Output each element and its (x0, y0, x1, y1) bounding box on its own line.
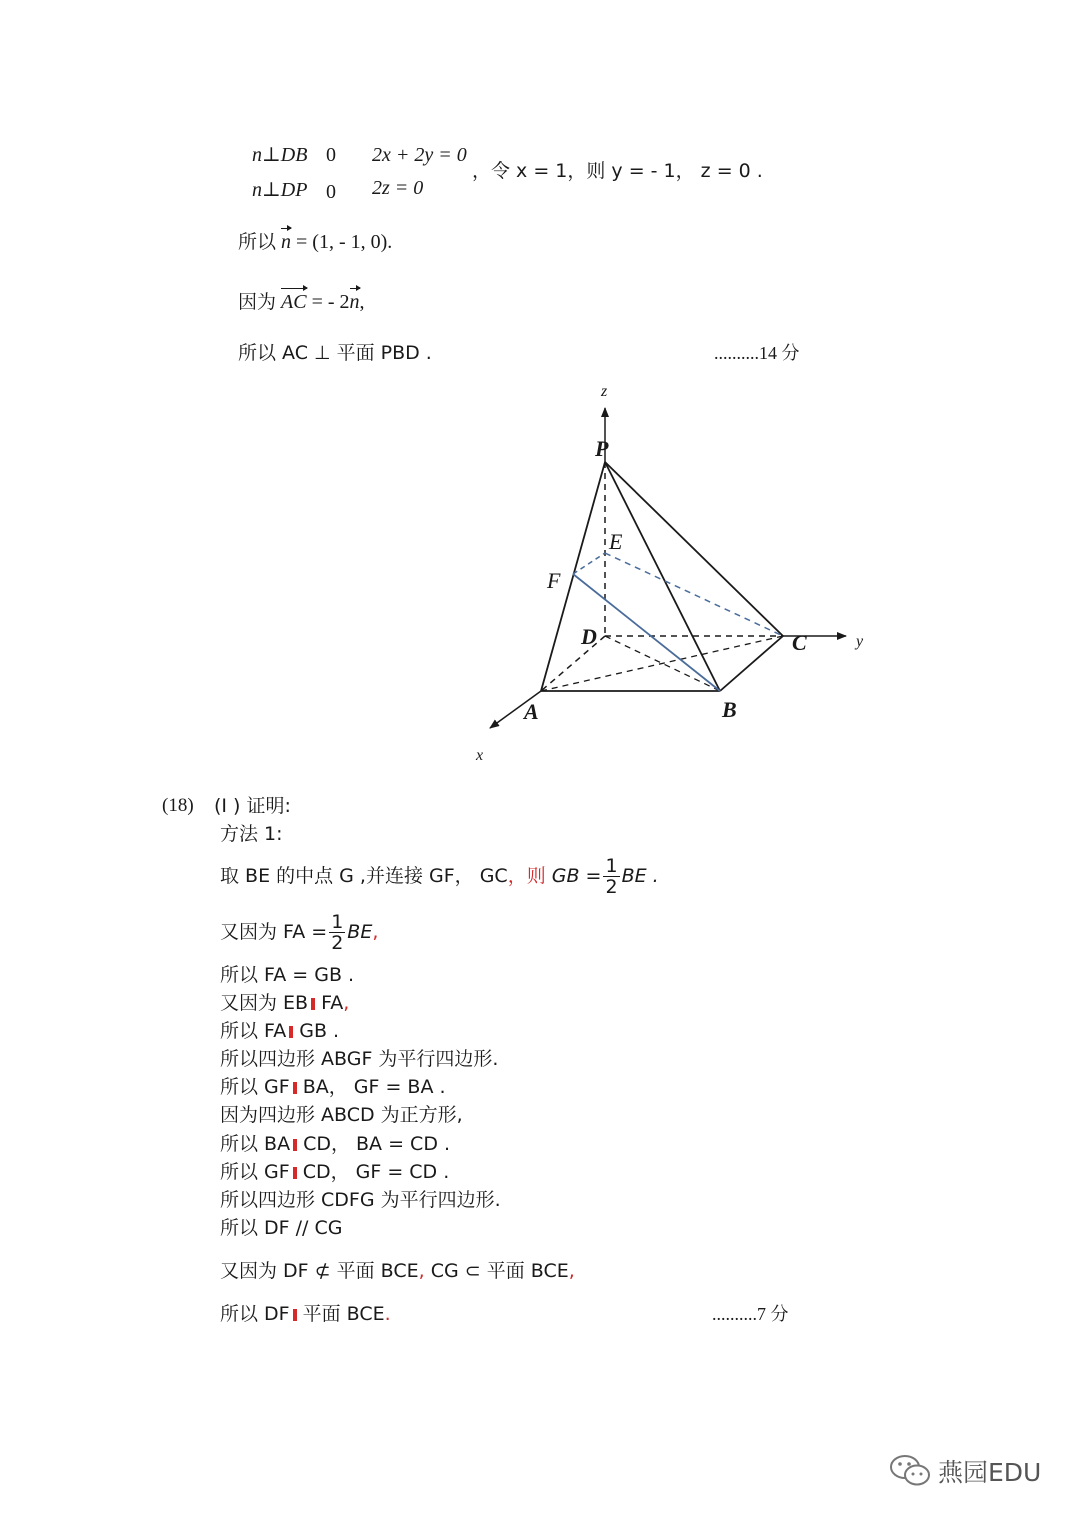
proof-line-13-b: CG ⊂ 平面 BCE (424, 1260, 569, 1282)
proof-line-7 (220, 1075, 446, 1099)
label-b: B (722, 697, 737, 722)
parallel-mark-icon (293, 1139, 297, 1151)
proof-line-14 (220, 1302, 391, 1326)
proof-line-14-b: 平面 BCE (302, 1303, 385, 1325)
wechat-icon (888, 1453, 932, 1489)
watermark (888, 1453, 1041, 1489)
question-number: (18) (162, 795, 194, 816)
proof-line-3: 所以 FA = GB . (220, 964, 355, 986)
proof-line-1-be: BE . (621, 865, 659, 887)
label-a: A (524, 699, 539, 724)
proof-line-9-a: 所以 BA (220, 1133, 291, 1155)
label-e: E (609, 529, 623, 554)
method-label: 方法 1: (220, 823, 283, 845)
normal-vector-prefix: 所以 (238, 231, 277, 253)
parallel-mark-icon (293, 1082, 297, 1094)
parallel-mark-icon (293, 1309, 297, 1321)
system-result: ，令 x = 1，则 y = - 1， z = 0 . (472, 160, 763, 182)
fraction-half-1 (603, 856, 619, 897)
proof-line-9 (220, 1132, 450, 1156)
proof-line-4-b: FA (321, 992, 344, 1014)
proof-line-14-a: 所以 DF (220, 1303, 290, 1325)
score-7: ..........7 分 (712, 1304, 789, 1324)
proof-line-8: 因为四边形 ABCD 为正方形, (220, 1104, 463, 1126)
proof-line-5-a: 所以 FA (220, 1020, 287, 1042)
ec-segment (605, 553, 783, 636)
watermark-text: 燕园EDU (938, 1458, 1042, 1487)
parallel-mark-icon (293, 1167, 297, 1179)
vector-n: n (349, 291, 360, 313)
proof-line-11: 所以四边形 CDFG 为平行四边形. (220, 1189, 501, 1211)
proof-line-5-b: GB . (299, 1020, 340, 1042)
proof-line-13 (220, 1259, 575, 1283)
proof-line-9-b: CD， BA = CD . (303, 1133, 451, 1155)
fraction-half-2 (329, 912, 345, 953)
ac-relation-tail: , (359, 291, 365, 313)
system-row-2-zero: 0 (326, 181, 336, 203)
ac-relation-prefix: 因为 (238, 291, 277, 313)
proof-line-10 (220, 1160, 449, 1184)
perpendicular-conclusion: 所以 AC ⊥ 平面 PBD . (238, 342, 432, 364)
proof-line-13-a: 又因为 DF ⊄ 平面 BCE (220, 1260, 419, 1282)
proof-line-2-be: BE (347, 921, 373, 943)
normal-vector-line (238, 230, 392, 254)
proof-line-7-a: 所以 GF (220, 1076, 290, 1098)
normal-vector-value: = (1, - 1, 0). (296, 231, 393, 253)
proof-line-4-red: , (343, 992, 350, 1014)
vector-ac: AC (281, 291, 307, 313)
fraction-half-1-den: 2 (605, 876, 618, 898)
proof-line-7-b: BA， GF = BA . (302, 1076, 446, 1098)
system-row-1-left: n⊥DB (252, 144, 308, 166)
proof-line-4 (220, 991, 349, 1015)
normal-vector-symbol: n (281, 231, 292, 253)
pc-edge (605, 462, 783, 636)
proof-line-13-red-1: , (418, 1260, 425, 1282)
proof-line-12: 所以 DF // CG (220, 1217, 343, 1239)
system-row-2-equation: 2z = 0 (372, 177, 424, 199)
proof-line-5 (220, 1019, 339, 1043)
pyramid-figure (470, 378, 890, 768)
proof-line-1-red: ，则 (507, 865, 546, 887)
proof-line-2 (220, 909, 378, 955)
pb-edge (605, 462, 720, 691)
parallel-mark-icon (311, 998, 315, 1010)
ac-relation-line (238, 290, 365, 314)
label-f: F (547, 568, 561, 593)
system-row-2-left: n⊥DP (252, 179, 308, 201)
system-row-1-equation: 2x + 2y = 0 (372, 144, 467, 166)
label-c: C (792, 630, 807, 655)
fraction-half-2-num: 1 (331, 911, 344, 933)
score-14: ..........14 分 (714, 343, 800, 363)
proof-line-13-red-2: , (568, 1260, 575, 1282)
label-x: x (476, 747, 484, 764)
proof-line-14-red: . (384, 1303, 391, 1325)
label-p: P (595, 436, 609, 461)
label-z: z (601, 383, 608, 400)
ac-relation-rest: = - 2 (311, 291, 350, 313)
bc-edge (720, 636, 783, 691)
proof-line-2-text: 又因为 FA = (220, 921, 328, 943)
proof-line-1-text: 取 BE 的中点 G ,并连接 GF， GC (220, 865, 508, 887)
question-part: (I ) 证明: (214, 795, 291, 817)
proof-line-4-a: 又因为 EB (220, 992, 309, 1014)
proof-line-2-red: , (372, 921, 379, 943)
fraction-half-2-den: 2 (331, 932, 344, 954)
proof-line-10-a: 所以 GF (220, 1161, 290, 1183)
proof-line-10-b: CD， GF = CD . (302, 1161, 450, 1183)
label-y: y (856, 633, 864, 650)
proof-line-1-gb: GB = (551, 865, 602, 887)
system-row-1-zero: 0 (326, 144, 336, 166)
proof-line-6: 所以四边形 ABGF 为平行四边形. (220, 1048, 499, 1070)
fraction-half-1-num: 1 (605, 855, 618, 877)
parallel-mark-icon (289, 1026, 293, 1038)
label-d: D (581, 624, 597, 649)
proof-line-1 (220, 853, 659, 899)
